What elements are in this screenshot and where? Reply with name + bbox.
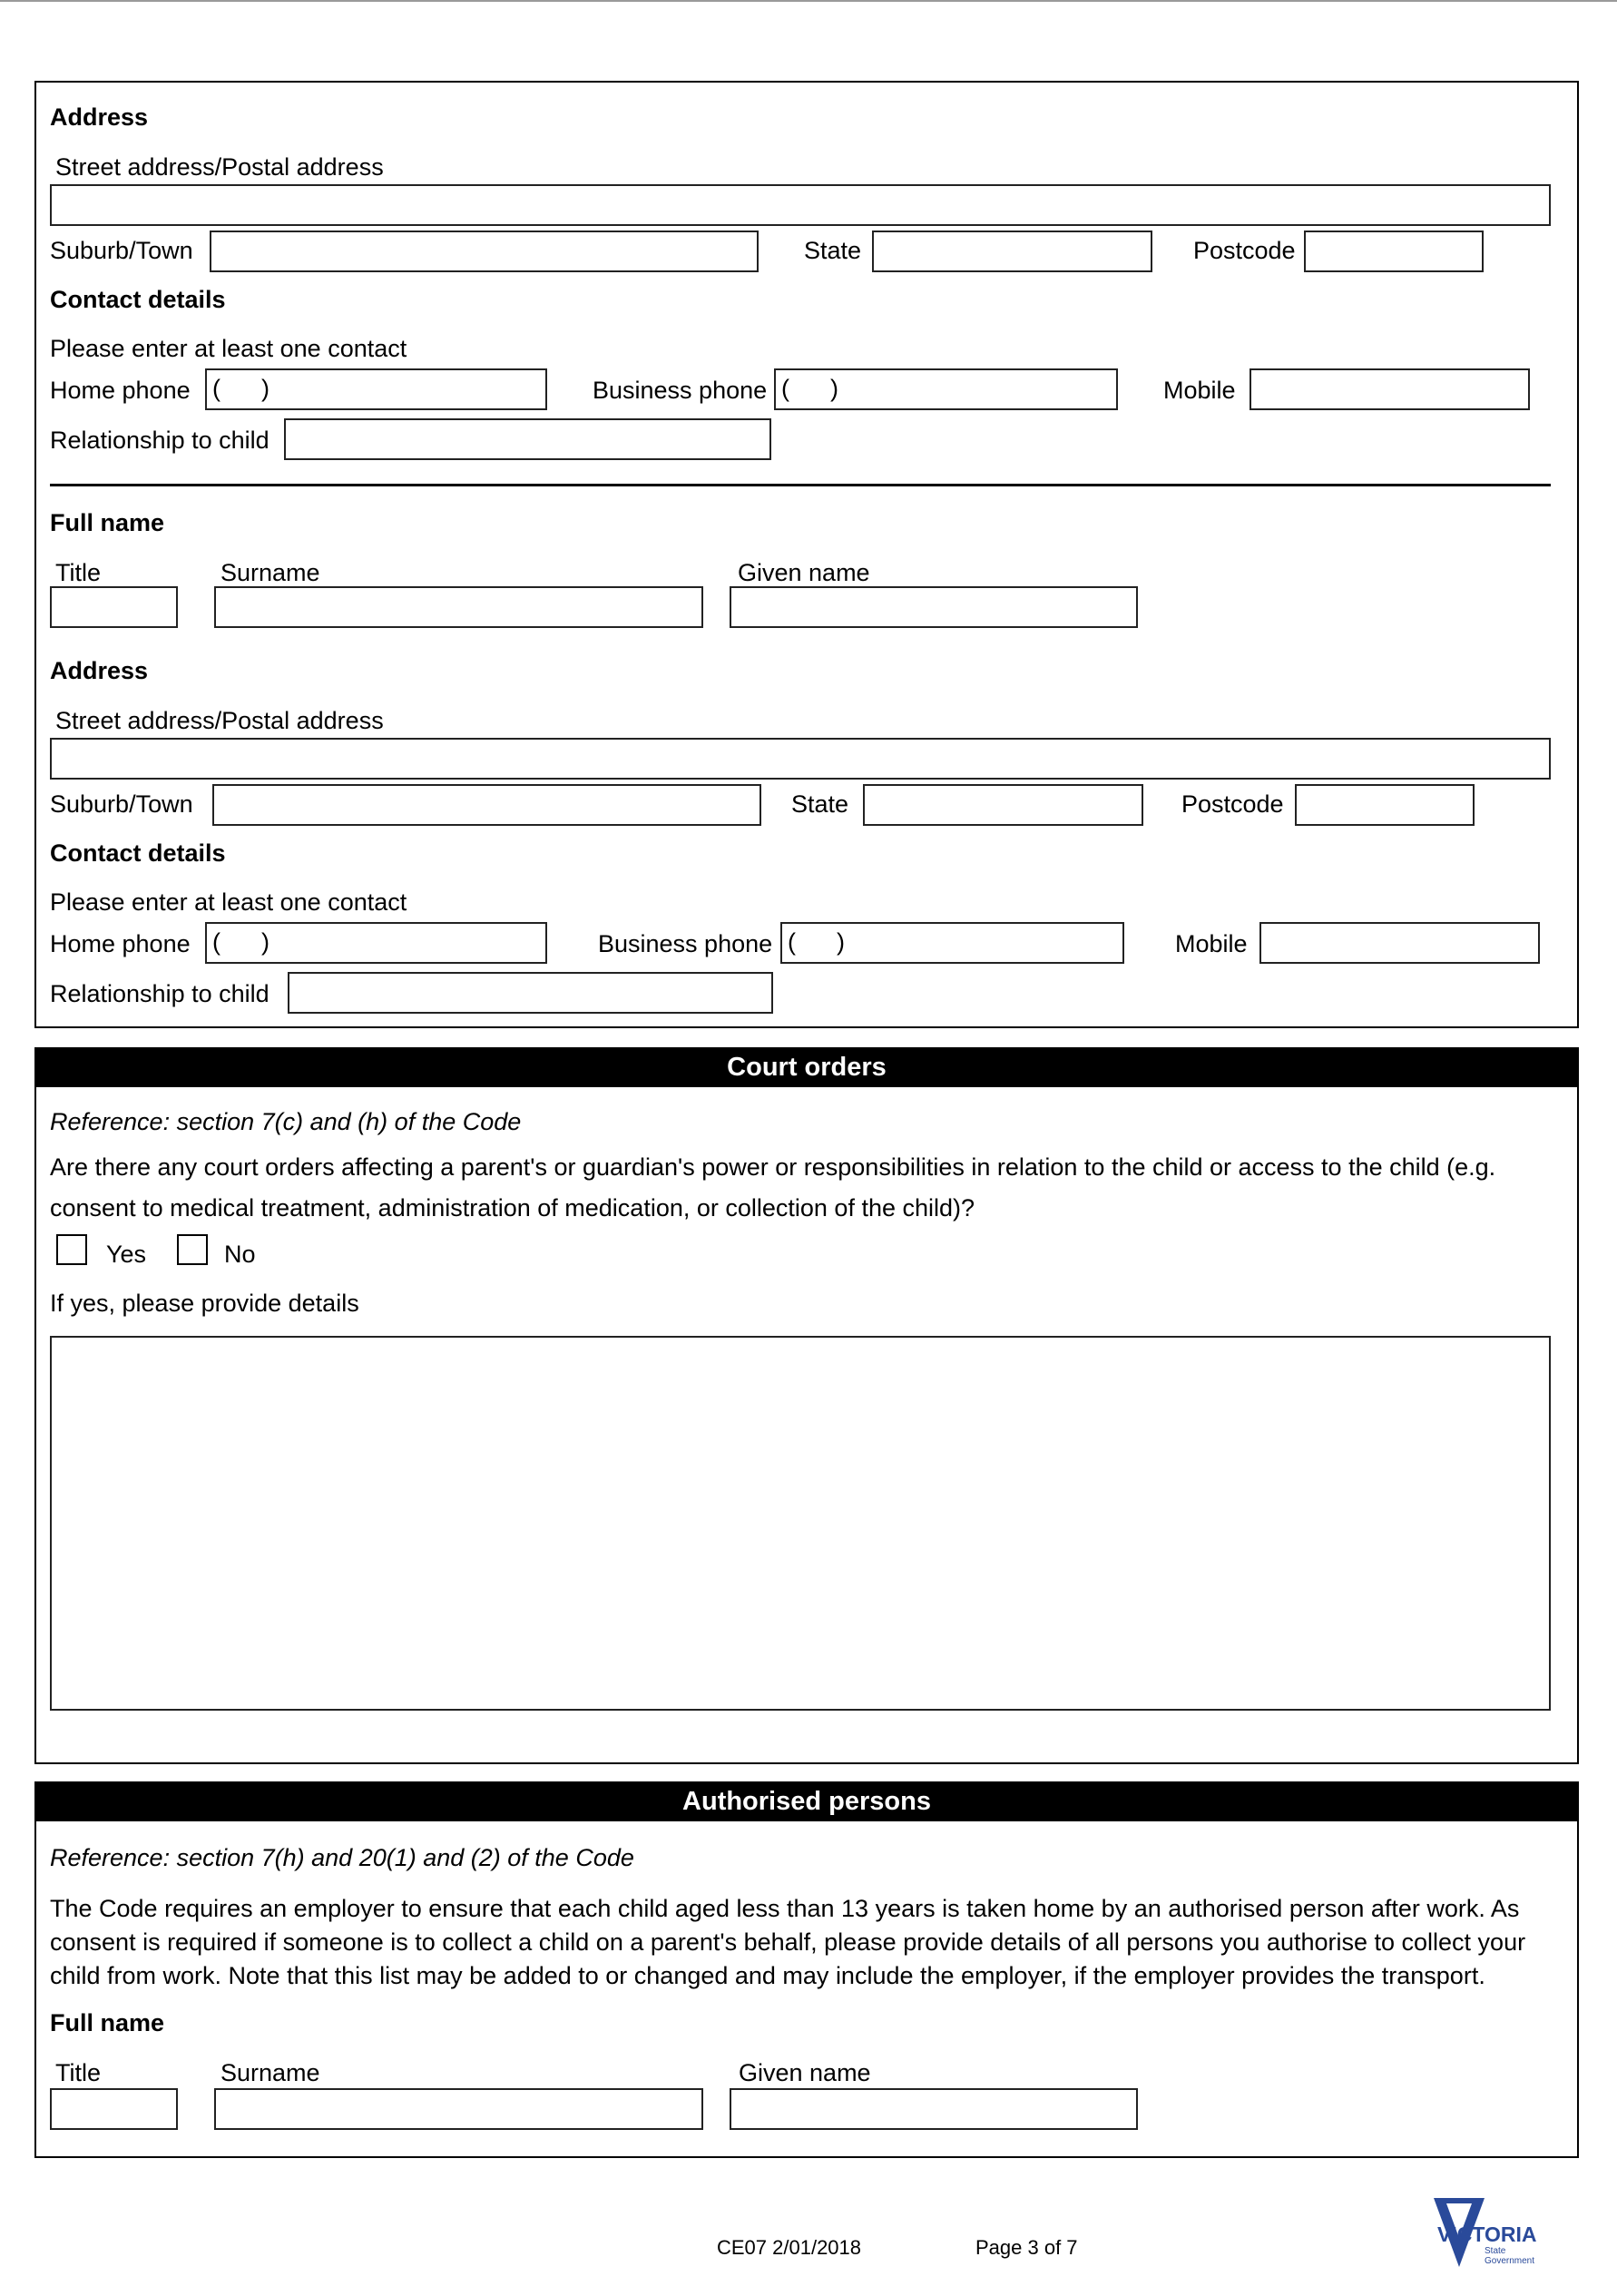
state-field[interactable] bbox=[872, 231, 1152, 272]
contact-details-heading: Contact details bbox=[50, 839, 226, 867]
given-name-label: Given name bbox=[738, 559, 870, 586]
mobile-label: Mobile bbox=[1175, 930, 1248, 957]
home-phone-label: Home phone bbox=[50, 930, 191, 957]
authorised-persons-reference: Reference: section 7(h) and 20(1) and (2) of the Code bbox=[50, 1844, 634, 1871]
full-name-heading: Full name bbox=[50, 2009, 165, 2036]
details-label: If yes, please provide details bbox=[50, 1290, 359, 1317]
street-address-field[interactable] bbox=[50, 738, 1551, 780]
postcode-label: Postcode bbox=[1193, 237, 1296, 264]
contact-note: Please enter at least one contact bbox=[50, 888, 407, 916]
suburb-label: Suburb/Town bbox=[50, 790, 193, 818]
yes-label: Yes bbox=[106, 1241, 147, 1268]
relationship-label: Relationship to child bbox=[50, 427, 270, 454]
given-name-field[interactable] bbox=[730, 2088, 1138, 2130]
yes-checkbox[interactable] bbox=[56, 1234, 87, 1265]
relationship-field[interactable] bbox=[284, 418, 771, 460]
section-divider bbox=[50, 484, 1551, 486]
victoria-logo bbox=[1432, 2196, 1550, 2269]
page-top-border bbox=[0, 0, 1617, 2]
suburb-label: Suburb/Town bbox=[50, 237, 193, 264]
mobile-field[interactable] bbox=[1250, 368, 1530, 410]
title-label: Title bbox=[55, 559, 102, 586]
business-phone-label: Business phone bbox=[593, 377, 768, 404]
given-name-label: Given name bbox=[739, 2059, 871, 2086]
authorised-persons-heading: Authorised persons bbox=[36, 1783, 1577, 1821]
given-name-field[interactable] bbox=[730, 586, 1138, 628]
victoria-logo-sub2: Government bbox=[1485, 2256, 1535, 2266]
court-orders-reference: Reference: section 7(c) and (h) of the Code bbox=[50, 1108, 522, 1135]
form-code: CE07 2/01/2018 bbox=[717, 2236, 862, 2259]
contact-note: Please enter at least one contact bbox=[50, 335, 407, 362]
street-address-field[interactable] bbox=[50, 184, 1551, 226]
address-heading: Address bbox=[50, 657, 149, 684]
state-label: State bbox=[804, 237, 862, 264]
title-field[interactable] bbox=[50, 586, 178, 628]
business-phone-field[interactable]: ( ) bbox=[774, 368, 1118, 410]
state-label: State bbox=[791, 790, 849, 818]
contact-details-heading: Contact details bbox=[50, 286, 226, 313]
surname-label: Surname bbox=[220, 2059, 320, 2086]
home-phone-label: Home phone bbox=[50, 377, 191, 404]
street-address-label: Street address/Postal address bbox=[55, 153, 384, 181]
business-phone-label: Business phone bbox=[598, 930, 773, 957]
authorised-persons-body: The Code requires an employer to ensure that each child aged less than 13 years is taken home by an authorised person after work. As consent is required if someone is to collect a child on a parent's behalf, please provide details of all persons you authorise to collect your child from work. Note that this list may be added to or changed and may include the employer, if the employer provides the transport. bbox=[50, 1895, 1526, 1989]
suburb-field[interactable] bbox=[212, 784, 761, 826]
relationship-label: Relationship to child bbox=[50, 980, 270, 1007]
surname-field[interactable] bbox=[214, 586, 703, 628]
home-phone-field[interactable]: ( ) bbox=[205, 368, 547, 410]
court-orders-heading: Court orders bbox=[36, 1049, 1577, 1087]
victoria-logo-text: VICTORIA bbox=[1437, 2222, 1537, 2246]
relationship-field[interactable] bbox=[288, 972, 773, 1014]
page-number: Page 3 of 7 bbox=[975, 2236, 1078, 2259]
postcode-label: Postcode bbox=[1181, 790, 1284, 818]
surname-label: Surname bbox=[220, 559, 320, 586]
court-orders-question: Are there any court orders affecting a parent's or guardian's power or responsibilities in relation to the child or access to the child (e.g. consent to medical treatment, administration of medication, or collection of the child)? bbox=[50, 1153, 1496, 1222]
address-heading: Address bbox=[50, 103, 149, 131]
home-phone-field[interactable]: ( ) bbox=[205, 922, 547, 964]
surname-field[interactable] bbox=[214, 2088, 703, 2130]
mobile-label: Mobile bbox=[1163, 377, 1236, 404]
title-label: Title bbox=[55, 2059, 102, 2086]
postcode-field[interactable] bbox=[1304, 231, 1484, 272]
mobile-field[interactable] bbox=[1259, 922, 1540, 964]
state-field[interactable] bbox=[863, 784, 1143, 826]
business-phone-field[interactable]: ( ) bbox=[780, 922, 1124, 964]
no-label: No bbox=[224, 1241, 256, 1268]
no-checkbox[interactable] bbox=[177, 1234, 208, 1265]
victoria-logo-sub1: State bbox=[1485, 2246, 1506, 2256]
postcode-field[interactable] bbox=[1295, 784, 1475, 826]
full-name-heading: Full name bbox=[50, 509, 165, 536]
title-field[interactable] bbox=[50, 2088, 178, 2130]
suburb-field[interactable] bbox=[210, 231, 759, 272]
street-address-label: Street address/Postal address bbox=[55, 707, 384, 734]
court-order-details-textarea[interactable] bbox=[50, 1336, 1551, 1711]
